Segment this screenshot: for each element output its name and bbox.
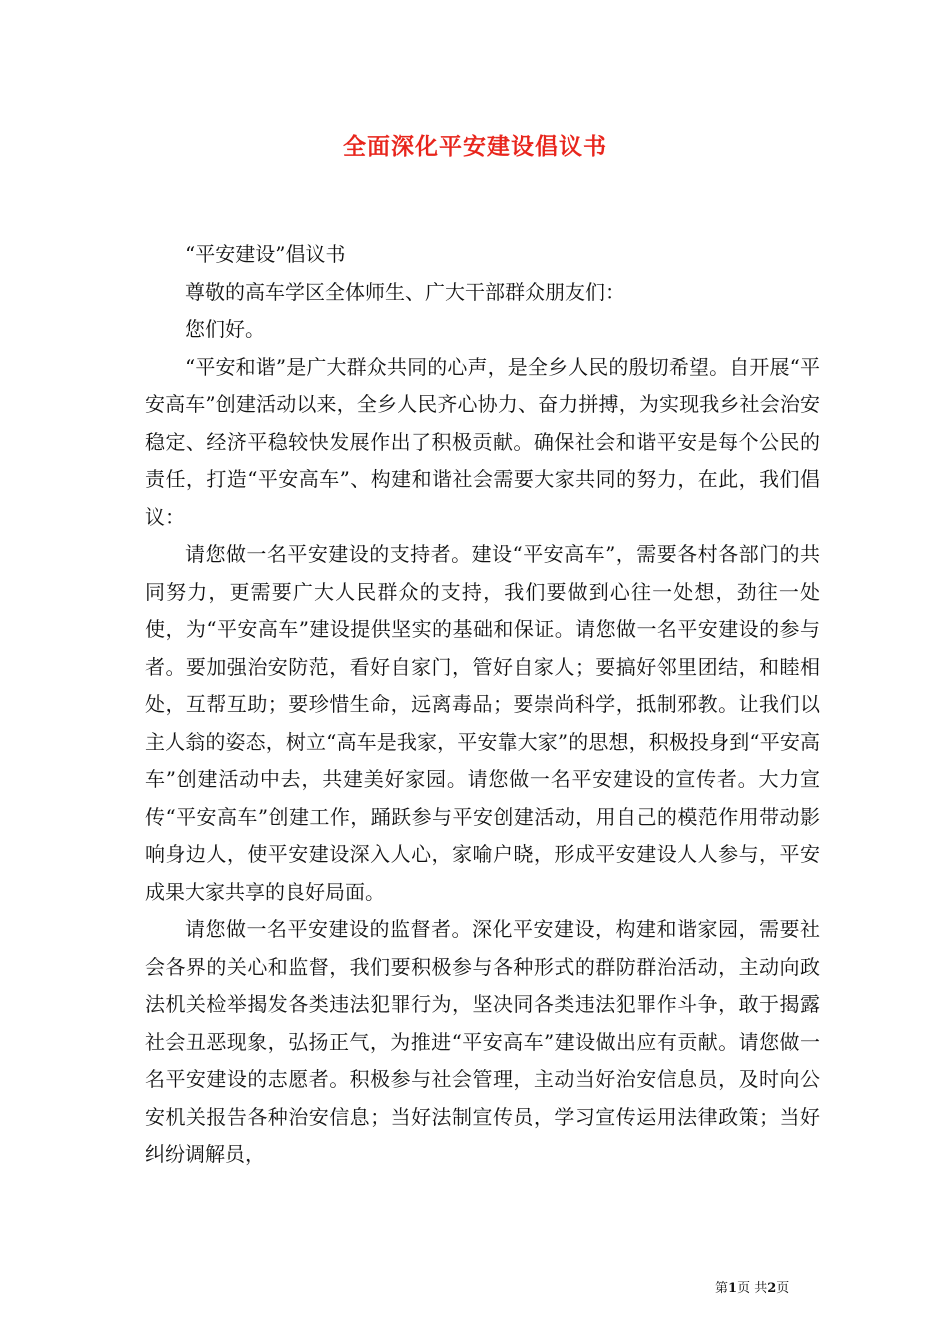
document-body — [145, 236, 820, 1174]
paragraph: 您们好。 — [185, 317, 265, 341]
footer-total-pages: 2 — [767, 1281, 777, 1296]
paragraph: 请您做一名平安建设的监督者。深化平安建设，构建和谐家园，需要社会各界的关心和监督，我们要积极参与各种形式的群防群治活动，主动向政法机关检举揭发各类违法犯罪行为，坚决同各类违法犯罪作斗争，敢于揭露社会丑恶现象，弘扬正气，为推进“平安高车”建设做出应有贡献。请您做一名平安建设的志愿者。积极参与社会管理，主动当好治安信息员，及时向公安机关报告各种治安信息；当好法制宣传员，学习宣传运用法律政策；当好纠纷调解员， — [145, 917, 820, 1166]
footer-current-page: 1 — [728, 1281, 738, 1296]
paragraph: “平安建设”倡议书 — [185, 242, 346, 266]
document-title: 全面深化平安建设倡议书 — [343, 133, 607, 160]
paragraph: 尊敬的高车学区全体师生、广大干部群众朋友们： — [185, 279, 625, 304]
page-footer — [715, 1277, 789, 1296]
footer-suffix: 页 — [776, 1281, 790, 1296]
paragraph: “平安和谐”是广大群众共同的心声，是全乡人民的殷切希望。自开展“平安高车”创建活动以来，全乡人民齐心协力、奋力拼搏，为实现我乡社会治安稳定、经济平稳较快发展作出了积极贡献。确保社会和谐平安是每个公民的责任，打造“平安高车”、构建和谐社会需要大家共同的努力，在此，我们倡议： — [145, 354, 820, 529]
paragraph: 请您做一名平安建设的支持者。建设“平安高车”，需要各村各部门的共同努力，更需要广大人民群众的支持，我们要做到心往一处想，劲往一处使，为“平安高车”建设提供坚实的基础和保证。请您做一名平安建设的参与者。要加强治安防范，看好自家门，管好自家人；要搞好邻里团结，和睦相处，互帮互助；要珍惜生命，远离毒品；要崇尚科学，抵制邪教。让我们以主人翁的姿态，树立“高车是我家，平安靠大家”的思想，积极投身到“平安高车”创建活动中去，共建美好家园。请您做一名平安建设的宣传者。大力宣传“平安高车”创建工作，踊跃参与平安创建活动，用自己的模范作用带动影响身边人，使平安建设深入人心，家喻户晓，形成平安建设人人参与，平安成果大家共享的良好局面。 — [145, 542, 820, 904]
footer-prefix: 第 — [715, 1281, 729, 1296]
footer-middle: 页 共 — [737, 1281, 768, 1296]
